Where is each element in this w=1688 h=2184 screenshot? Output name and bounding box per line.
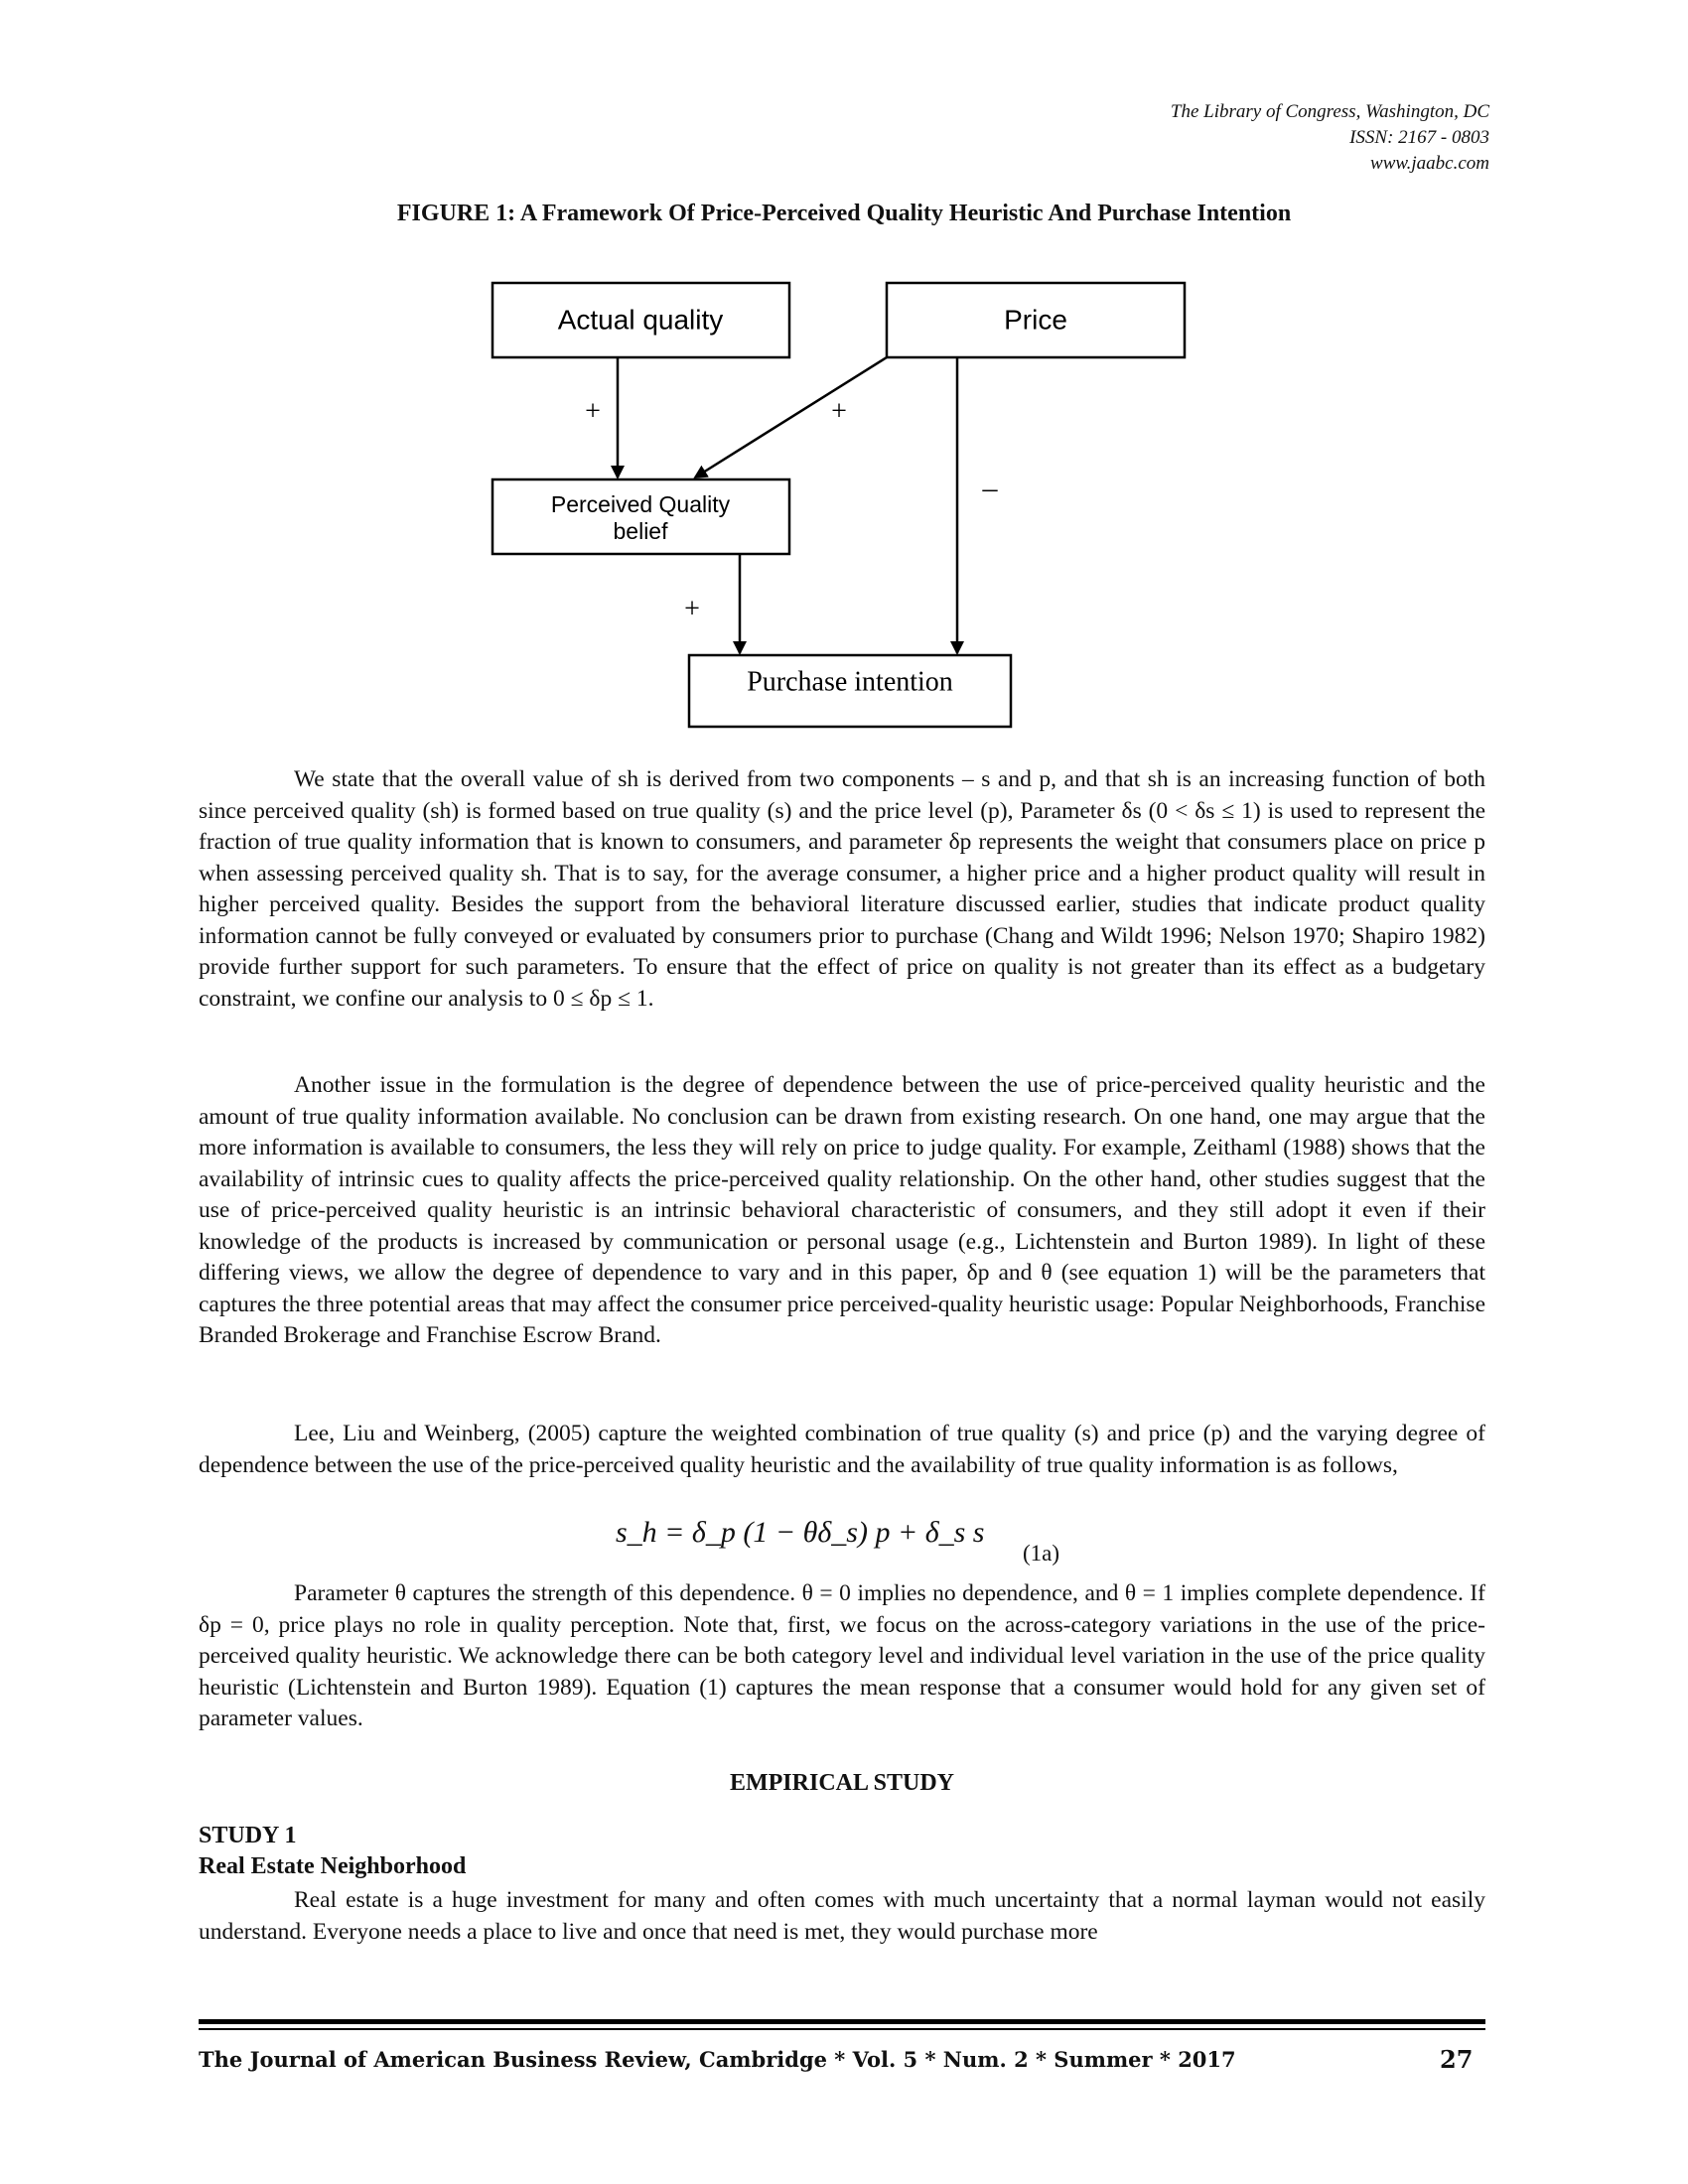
paragraph-2 [199, 1070, 1485, 1366]
header-line-2: ISSN: 2167 - 0803 [1349, 127, 1489, 148]
edge-label-price-to-perceived: + [831, 396, 847, 427]
header-line-3: www.jaabc.com [1370, 153, 1489, 174]
paragraph-1 [199, 764, 1485, 1028]
paragraph-3-text: Lee, Liu and Weinberg, (2005) capture the weighted combination of true quality (s) and price (p) and the varying degree of dependence between the use of the price-perceived quality heuristic and the availability of true quality information is as follows, [199, 1421, 1485, 1478]
footer-rule-thick [199, 2019, 1485, 2024]
figure-title: FIGURE 1: A Framework Of Price-Perceived Quality Heuristic And Purchase Intention [396, 201, 1292, 226]
node-perceived-label-line2: belief [613, 518, 668, 545]
study-subheading: Real Estate Neighborhood [199, 1853, 467, 1879]
node-price [887, 283, 1185, 357]
node-price-label: Price [1004, 304, 1067, 336]
edge-label-perceived-to-purchase: + [684, 594, 700, 624]
equation-1a: s_h = δ_p (1 − θδ_s) p + δ_s s [616, 1516, 985, 1549]
paragraph-2-text: Another issue in the formulation is the degree of dependence between the use of price-perceived quality heuristic and the amount of true quality information available. No conclusion can be drawn from existing research. On one hand, one may argue that the more information is available to consumers, the less they will rely on price to judge quality. For example, Zeithaml (1988) shows that the availability of intrinsic cues to quality affects the price-perceived quality relationship. On the other hand, other studies suggest that the use of price-perceived quality heuristic is an intrinsic behavioral characteristic of consumers, and they still adopt it even if their knowledge of the products is increased by communication or personal usage (e.g., Lichtenstein and Burton 1989). In light of these differing views, we allow the degree of dependence to vary and in this paper, δp and θ (see equation 1) will be the parameters that captures the three potential areas that may affect the consumer price perceived-quality heuristic usage: Popular Neighborhoods, Franchise Branded Brokerage and Franchise Escrow Brand. [199, 1072, 1485, 1348]
study-label: STUDY 1 [199, 1823, 297, 1848]
node-actual-quality-label: Actual quality [557, 304, 724, 336]
node-actual-quality [492, 283, 789, 357]
paragraph-4 [199, 1578, 1485, 1749]
edge-label-price-to-purchase: – [982, 472, 998, 504]
node-purchase-intention [689, 655, 1011, 727]
node-purchase-label: Purchase intention [747, 666, 953, 698]
paragraph-1-text: We state that the overall value of sh is derived from two components – s and p, and that sh is an increasing function of both since perceived quality (sh) is formed based on true quality (s) and the price level (p), Parameter δs (0 < δs ≤ 1) is used to represent the fraction of true quality information that is known to consumers, and parameter δp represents the weight that consumers place on price p when assessing perceived quality sh. That is to say, for the average consumer, a higher price and a higher product quality will result in higher perceived quality. Besides the support from the behavioral literature discussed earlier, studies that indicate product quality information cannot be fully conveyed or evaluated by consumers prior to purchase (Chang and Wildt 1996; Nelson 1970; Shapiro 1982) provide further support for such parameters. To ensure that the effect of price on quality is not greater than its effect as a budgetary constraint, we confine our analysis to 0 ≤ δp ≤ 1. [199, 766, 1485, 1012]
paragraph-5 [199, 1885, 1485, 1962]
equation-number: (1a) [1023, 1541, 1060, 1566]
footer-rule-thin [199, 2028, 1485, 2030]
paragraph-4-text: Parameter θ captures the strength of this dependence. θ = 0 implies no dependence, and θ = 1 implies complete dependence. If δp = 0, price plays no role in quality perception. Note that, first, we focus on the across-category variations in the use of the price-perceived quality heuristic. We acknowledge there can be both category level and individual level variation in the use of the price quality heuristic (Lichtenstein and Burton 1989). Equation (1) captures the mean response that a consumer would hold for any given set of parameter values. [199, 1580, 1485, 1731]
paragraph-3 [199, 1419, 1485, 1495]
paragraph-5-text: Real estate is a huge investment for many and often comes with much uncertainty that a normal layman would not easily understand. Everyone needs a place to live and once that need is met, they would purchase more [199, 1887, 1485, 1945]
node-perceived-quality [492, 479, 789, 554]
section-heading: EMPIRICAL STUDY [729, 1770, 955, 1796]
header-line-1: The Library of Congress, Washington, DC [1170, 101, 1489, 122]
footer-journal: The Journal of American Business Review, Cambridge * Vol. 5 * Num. 2 * Summer * 2017 [199, 2047, 1236, 2072]
framework-diagram [0, 0, 1688, 754]
edge-label-actual-to-perceived: + [585, 396, 601, 427]
node-perceived-label-line1: Perceived Quality [550, 491, 731, 518]
edge-price-to-perceived [695, 357, 887, 478]
page-number: 27 [1440, 2045, 1474, 2074]
